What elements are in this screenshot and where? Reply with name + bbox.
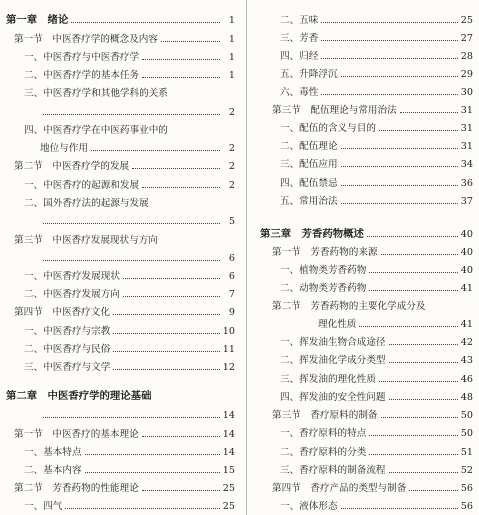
- page-number: 7: [228, 289, 235, 300]
- entry-title: 一、中医香疗与中医香疗学: [24, 52, 140, 63]
- toc-entry: [248, 464, 479, 477]
- entry-title: 一、液体形态: [280, 501, 338, 512]
- dot-leader: [389, 472, 458, 473]
- toc-entry: [0, 51, 248, 64]
- dot-leader: [113, 314, 220, 315]
- entry-title: 四、配伍禁忌: [280, 178, 338, 189]
- dot-leader: [367, 236, 458, 237]
- dot-leader: [389, 362, 458, 363]
- page-number: 56: [460, 483, 473, 494]
- dot-leader: [142, 77, 220, 78]
- toc-entry: [0, 69, 248, 82]
- entry-title: 第三章 芳香药物概述: [260, 228, 364, 240]
- page-number: 31: [460, 141, 473, 152]
- toc-entry: [248, 14, 479, 27]
- dot-leader: [321, 22, 457, 23]
- page-number: 29: [460, 69, 473, 80]
- dot-leader: [123, 278, 220, 279]
- page-number: 31: [460, 123, 473, 134]
- dot-leader: [65, 508, 219, 509]
- toc-section: [248, 104, 479, 117]
- dot-leader: [341, 148, 458, 149]
- toc-entry: [0, 270, 248, 283]
- page-number: 14: [222, 447, 235, 458]
- page-number: 56: [460, 501, 473, 512]
- dot-leader: [85, 454, 220, 455]
- toc-entry: [0, 179, 248, 192]
- page-number: 46: [460, 374, 473, 385]
- entry-title: 一、基本特点: [24, 447, 82, 458]
- page-number: 1: [228, 34, 235, 45]
- page-number: 31: [460, 105, 473, 116]
- entry-title: 一、中医香疗与宗教: [24, 326, 111, 337]
- page-number: 43: [460, 355, 473, 366]
- toc-entry: [0, 500, 248, 513]
- entry-title: 二、挥发油化学成分类型: [280, 355, 386, 366]
- toc-entry: [248, 500, 479, 513]
- toc-entry: [0, 409, 248, 422]
- page-number: 25: [222, 501, 235, 512]
- entry-title: 四、挥发油的安全性问题: [280, 392, 386, 403]
- entry-title: 第三节 配伍理论与常用治法: [272, 105, 397, 116]
- toc-section: [248, 318, 479, 331]
- dot-leader: [369, 272, 457, 273]
- entry-title: 四、归经: [280, 51, 319, 62]
- toc-entry: [248, 177, 479, 190]
- dot-leader: [389, 399, 458, 400]
- page-number: 2: [228, 107, 235, 118]
- toc-entry: [248, 32, 479, 45]
- page-number: 27: [460, 33, 473, 44]
- dot-leader: [359, 326, 457, 327]
- entry-title: 一、中医香疗发展现状: [24, 271, 120, 282]
- toc-entry: [248, 282, 479, 295]
- entry-title: 第四节 香疗产品的类型与制备: [272, 483, 407, 494]
- dot-leader: [161, 41, 220, 42]
- page-number: 40: [460, 265, 473, 276]
- entry-title: 二、基本内容: [24, 465, 82, 476]
- page-number: 41: [460, 319, 473, 330]
- toc-entry: [248, 391, 479, 404]
- toc-entry: [0, 197, 248, 210]
- toc-entry: [248, 158, 479, 171]
- dot-leader: [341, 508, 458, 509]
- dot-leader: [341, 76, 458, 77]
- entry-title: 第四节 中医香疗文化: [14, 307, 110, 318]
- toc-entry: [248, 140, 479, 153]
- toc-entry: [248, 68, 479, 81]
- page-number: 50: [460, 410, 473, 421]
- dot-leader: [142, 490, 220, 491]
- dot-leader: [379, 130, 458, 131]
- page-number: 15: [222, 465, 235, 476]
- toc-entry: [0, 106, 248, 119]
- toc-entry: [0, 446, 248, 459]
- dot-leader: [400, 112, 458, 113]
- page-number: 14: [222, 410, 235, 421]
- page-number: 28: [460, 51, 473, 62]
- dot-leader: [341, 166, 458, 167]
- dot-leader: [321, 58, 457, 59]
- toc-entry: [248, 446, 479, 459]
- dot-leader: [123, 296, 220, 297]
- entry-title: 三、芳香: [280, 33, 319, 44]
- toc-entry: [0, 361, 248, 374]
- toc-section: [248, 409, 479, 422]
- entry-title: 三、中医香疗学和其他学科的关系: [24, 88, 168, 99]
- entry-title: 第二章 中医香疗学的理论基础: [6, 390, 152, 402]
- toc-entry: [0, 87, 248, 100]
- entry-title: 三、中医香疗与文学: [24, 362, 111, 373]
- entry-title: 一、植物类芳香药物: [280, 265, 367, 276]
- entry-title: 第一节 中医香疗的基本理论: [14, 429, 139, 440]
- entry-title: 二、动物类芳香药物: [280, 283, 367, 294]
- dot-leader: [409, 490, 457, 491]
- toc-section: [0, 482, 248, 495]
- toc-entry: [0, 343, 248, 356]
- toc-entry: [0, 464, 248, 477]
- entry-title: 五、常用治法: [280, 196, 338, 207]
- entry-title: 第一章 绪论: [6, 14, 69, 26]
- dot-leader: [43, 114, 220, 115]
- toc-section: [248, 482, 479, 495]
- toc-section: [0, 33, 248, 46]
- toc-entry: [248, 336, 479, 349]
- toc-entry: [248, 122, 479, 135]
- page-number: 12: [222, 362, 235, 373]
- entry-title: 三、挥发油的理化性质: [280, 374, 376, 385]
- entry-title: 四、中医香疗学在中医药事业中的: [24, 125, 168, 136]
- entry-title: 三、香疗原料的制备流程: [280, 465, 386, 476]
- entry-title: 地位与作用: [40, 143, 88, 154]
- toc-chapter: [248, 228, 479, 241]
- entry-title: 二、中医香疗学的基本任务: [24, 70, 140, 81]
- page-number: 40: [460, 247, 473, 258]
- toc-entry: [248, 354, 479, 367]
- toc-entry: [0, 142, 248, 155]
- page-number: 2: [228, 180, 235, 191]
- toc-entry: [0, 252, 248, 265]
- entry-title: 第三节 香疗原料的制备: [272, 410, 378, 421]
- entry-title: 二、配伍理论: [280, 141, 338, 152]
- entry-title: 六、毒性: [280, 87, 319, 98]
- toc-chapter: [0, 14, 248, 27]
- page-number: 11: [222, 344, 235, 355]
- page-number: 14: [222, 429, 235, 440]
- entry-title: 第一节 中医香疗学的概念及内容: [14, 34, 158, 45]
- toc-entry: [248, 373, 479, 386]
- page-number: 37: [460, 196, 473, 207]
- entry-title: 第二节 芳香药物的性能理论: [14, 483, 139, 494]
- dot-leader: [369, 454, 457, 455]
- toc-entry: [0, 288, 248, 301]
- dot-leader: [142, 59, 220, 60]
- dot-leader: [321, 40, 457, 41]
- entry-title: 第一节 芳香药物的来源: [272, 247, 378, 258]
- toc-entry: [0, 215, 248, 228]
- dot-leader: [142, 187, 220, 188]
- dot-leader: [321, 94, 457, 95]
- entry-title: 二、香疗原料的分类: [280, 447, 367, 458]
- entry-title: 三、配伍应用: [280, 159, 338, 170]
- dot-leader: [381, 254, 458, 255]
- page-number: 1: [228, 15, 235, 26]
- dot-leader: [71, 22, 220, 23]
- page-number: 1: [228, 52, 235, 63]
- dot-leader: [43, 223, 220, 224]
- entry-title: 第二节 中医香疗学的发展: [14, 161, 130, 172]
- entry-title: 第二节 芳香药物的主要化学成分及: [272, 301, 426, 312]
- dot-leader: [85, 472, 220, 473]
- dot-leader: [142, 436, 220, 437]
- entry-title: 二、国外香疗法的起源与发展: [24, 198, 149, 209]
- toc-section: [248, 300, 479, 313]
- page-number: 34: [460, 159, 473, 170]
- page-number: 6: [228, 253, 235, 264]
- page-number: 25: [460, 15, 473, 26]
- toc-entry: [248, 86, 479, 99]
- page-number: 36: [460, 178, 473, 189]
- dot-leader: [113, 351, 219, 352]
- page-number: 52: [460, 465, 473, 476]
- column-divider: [246, 0, 247, 515]
- page-number: 5: [228, 216, 235, 227]
- page-number: 41: [460, 283, 473, 294]
- page-number: 2: [228, 161, 235, 172]
- entry-title: 一、四气: [24, 501, 63, 512]
- page-number: 10: [222, 326, 235, 337]
- toc-entry: [248, 427, 479, 440]
- entry-title: 五、升降浮沉: [280, 69, 338, 80]
- entry-title: 一、香疗原料的特点: [280, 428, 367, 439]
- dot-leader: [43, 260, 220, 261]
- toc-section: [0, 234, 248, 247]
- toc-entry: [248, 50, 479, 63]
- page-number: 6: [228, 271, 235, 282]
- page-number: 40: [460, 229, 473, 240]
- dot-leader: [369, 435, 457, 436]
- toc-entry: [248, 264, 479, 277]
- entry-title: 第三节 中医香疗发展现状与方向: [14, 235, 158, 246]
- dot-leader: [113, 333, 219, 334]
- entry-title: 一、配伍的含义与目的: [280, 123, 376, 134]
- page-number: 50: [460, 428, 473, 439]
- dot-leader: [43, 417, 220, 418]
- dot-leader: [341, 203, 458, 204]
- page-number: 42: [460, 337, 473, 348]
- entry-title: 一、中医香疗的起源和发展: [24, 180, 140, 191]
- toc-section: [0, 428, 248, 441]
- page-number: 1: [228, 70, 235, 81]
- page-number: 30: [460, 87, 473, 98]
- toc-entry: [248, 195, 479, 208]
- toc-section: [248, 246, 479, 259]
- page-number: 2: [228, 143, 235, 154]
- dot-leader: [341, 185, 458, 186]
- entry-title: 理化性质: [318, 319, 357, 330]
- page-number: 9: [228, 307, 235, 318]
- dot-leader: [132, 168, 220, 169]
- entry-title: 二、中医香疗发展方向: [24, 289, 120, 300]
- dot-leader: [379, 381, 458, 382]
- dot-leader: [369, 290, 457, 291]
- page-number: 48: [460, 392, 473, 403]
- dot-leader: [113, 369, 219, 370]
- toc-section: [0, 160, 248, 173]
- toc-chapter: [0, 390, 248, 403]
- dot-leader: [381, 417, 458, 418]
- dot-leader: [389, 344, 458, 345]
- page-number: 25: [222, 483, 235, 494]
- page-number: 51: [460, 447, 473, 458]
- toc-section: [0, 306, 248, 319]
- entry-title: 一、挥发油生物合成途径: [280, 337, 386, 348]
- toc-entry: [0, 124, 248, 137]
- entry-title: 二、五味: [280, 15, 319, 26]
- entry-title: 二、中医香疗与民俗: [24, 344, 111, 355]
- toc-entry: [0, 325, 248, 338]
- dot-leader: [91, 150, 220, 151]
